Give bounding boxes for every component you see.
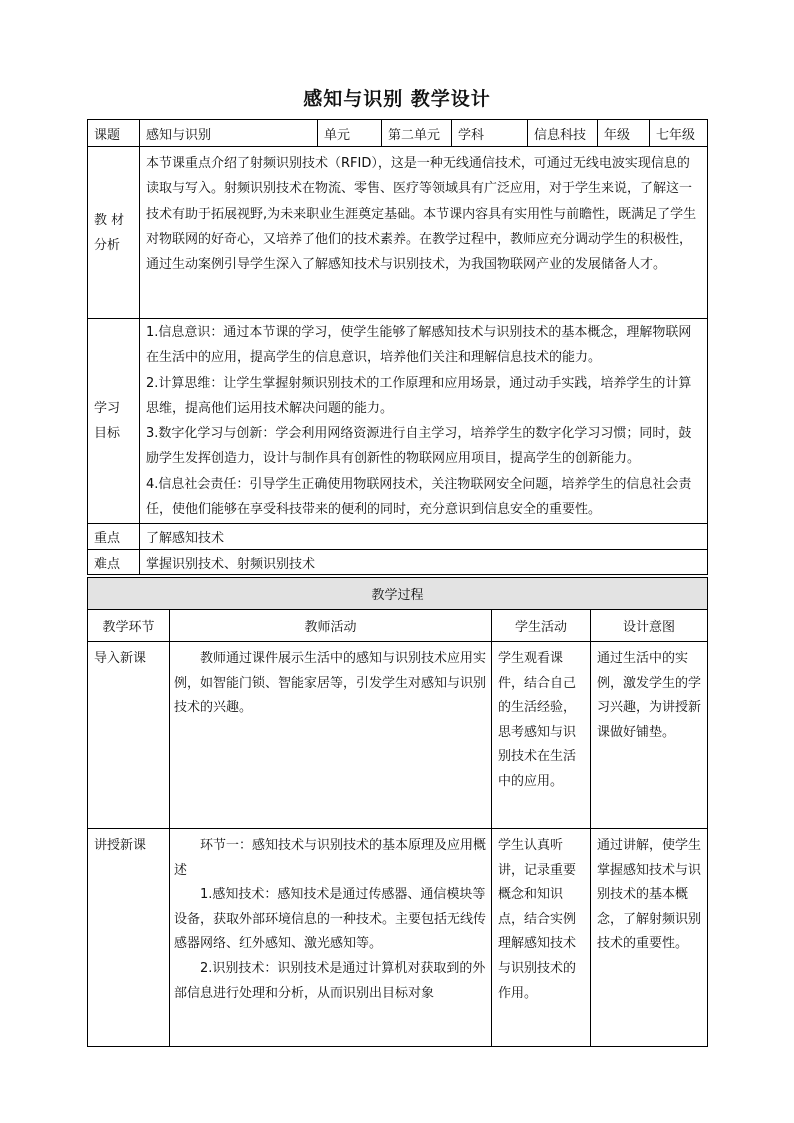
column-header-student: 学生活动 (492, 610, 591, 642)
process-heading: 教学过程 (88, 578, 708, 610)
key-point-label: 重点 (88, 524, 140, 550)
stage-new-lesson: 讲授新课 (88, 829, 170, 1047)
material-label-line2: 分析 (94, 237, 121, 253)
goal-item: 3.数字化学习与创新：学会利用网络资源进行自主学习，培养学生的数字化学习习惯；同时，鼓励学生发挥创造力，设计与制作具有创新性的物联网应用项目，提高学生的创新能力。 (146, 426, 692, 467)
info-table (87, 119, 708, 575)
goals-label-line1: 学习 (94, 401, 121, 417)
document-title: 感知与识别 教学设计 (303, 88, 491, 110)
goal-item: 2.计算思维：让学生掌握射频识别技术的工作原理和应用场景，通过动手实践，培养学生的计算思维，提高他们运用技术解决问题的能力。 (146, 375, 692, 416)
column-header-intent: 设计意图 (591, 610, 708, 642)
student-activity-intro: 学生观看课件，结合自己的生活经验，思考感知与识别技术在生活中的应用。 (492, 642, 591, 829)
material-analysis-text: 本节课重点介绍了射频识别技术（RFID），这是一种无线通信技术，可通过无线电波实现信息的读取与写入。射频识别技术在物流、零售、医疗等领域具有广泛应用，对于学生来说，了解这一技术有助于拓展视野,为未来职业生涯奠定基础。本节课内容具有实用性与前瞻性，既满足了学生对物联网的好奇心，又培养了他们的技术素养。在教学过程中，教师应充分调动学生的积极性，通过生动案例引导学生深入了解感知技术与识别技术，为我国物联网产业的发展储备人才。 (140, 147, 708, 319)
topic-label: 课题 (88, 120, 140, 147)
teacher-activity-paragraph: 教师通过课件展示生活中的感知与识别技术应用实例，如智能门锁、智能家居等，引发学生对感知与识别技术的兴趣。 (174, 651, 487, 716)
goal-item: 1.信息意识：通过本节课的学习，使学生能够了解感知技术与识别技术的基本概念，理解物联网在生活中的应用，提高学生的信息意识，培养他们关注和理解信息技术的能力。 (146, 325, 692, 366)
teacher-activity-new-lesson (170, 829, 492, 1047)
unit-label: 单元 (318, 120, 382, 147)
goal-item: 4.信息社会责任：引导学生正确使用物联网技术，关注物联网安全问题，培养学生的信息社会责任，使他们能够在享受科技带来的便利的同时，充分意识到信息安全的重要性。 (146, 476, 692, 518)
difficulty-value: 掌握识别技术、射频识别技术 (140, 550, 708, 575)
subject-label: 学科 (452, 120, 528, 147)
teacher-activity-paragraph: 1.感知技术：感知技术是通过传感器、通信模块等设备，获取外部环境信息的一种技术。主要包括无线传感器网络、红外感知、激光感知等。 (174, 887, 487, 952)
student-activity-new-lesson: 学生认真听讲，记录重要概念和知识点，结合实例理解感知技术与识别技术的作用。 (492, 829, 591, 1047)
material-analysis-label (88, 147, 140, 319)
column-header-teacher: 教师活动 (170, 610, 492, 642)
unit-value: 第二单元 (382, 120, 452, 147)
design-intent-new-lesson: 通过讲解，使学生掌握感知技术与识别技术的基本概念，了解射频识别技术的重要性。 (591, 829, 708, 1047)
teacher-activity-intro (170, 642, 492, 829)
key-point-value: 了解感知技术 (140, 524, 708, 550)
topic-value: 感知与识别 (140, 120, 318, 147)
difficulty-label: 难点 (88, 550, 140, 575)
learning-goals-text (140, 319, 708, 524)
learning-goals-label (88, 319, 140, 524)
material-label-line1: 教 材 (94, 212, 125, 228)
teacher-activity-paragraph: 环节一：感知技术与识别技术的基本原理及应用概述 (174, 838, 487, 878)
column-header-stage: 教学环节 (88, 610, 170, 642)
grade-label: 年级 (598, 120, 650, 147)
goals-label-line2: 目标 (94, 426, 121, 442)
design-intent-intro: 通过生活中的实例，激发学生的学习兴趣，为讲授新课做好铺垫。 (591, 642, 708, 829)
teacher-activity-paragraph: 2.识别技术：识别技术是通过计算机对获取到的外部信息进行处理和分析，从而识别出目标对象 (174, 960, 486, 1001)
grade-value: 七年级 (650, 120, 708, 147)
process-table (87, 577, 708, 1047)
stage-intro: 导入新课 (88, 642, 170, 829)
subject-value: 信息科技 (528, 120, 598, 147)
